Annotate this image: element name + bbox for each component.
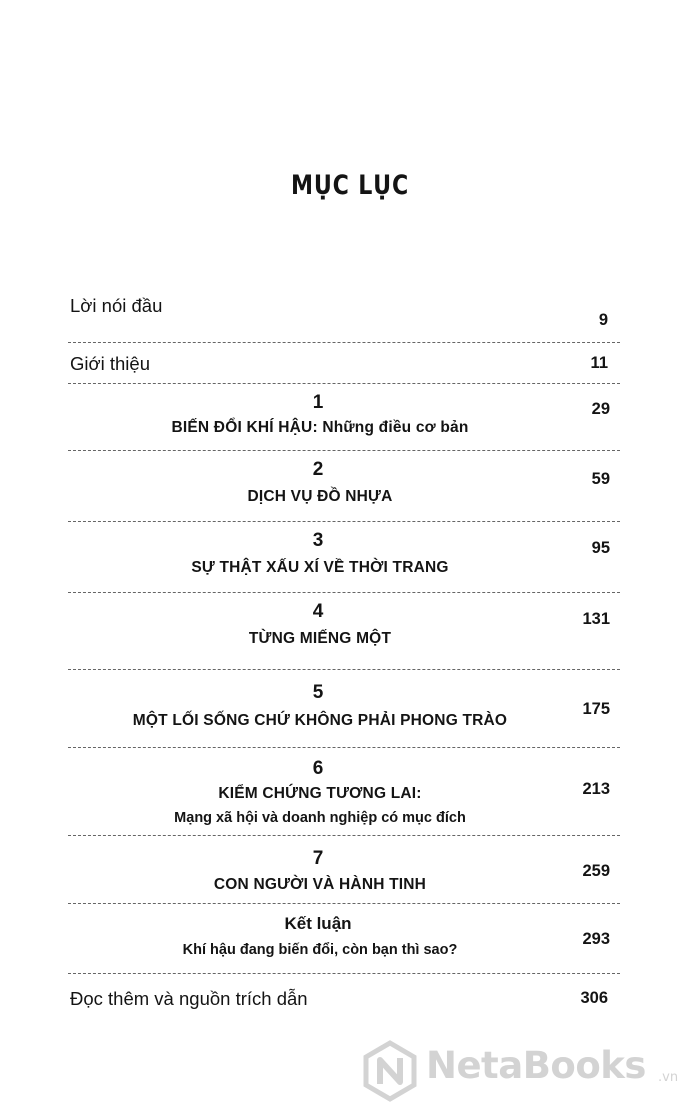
entry-page-number: 259 (582, 862, 610, 880)
chapter-number: 5 (312, 682, 324, 703)
toc-entry-introduction[interactable] (68, 343, 620, 384)
page-title: MỤC LỤC (290, 170, 410, 201)
entry-page-number: 213 (582, 780, 610, 798)
chapter-number: 7 (312, 848, 324, 869)
entry-page-number: 131 (582, 610, 610, 628)
chapter-subtitle: Mạng xã hội và doanh nghiệp có mục đích (174, 810, 466, 826)
entry-page-number: 29 (591, 400, 610, 418)
chapter-title: KIỂM CHỨNG TƯƠNG LAI: (218, 785, 422, 802)
entry-page-number: 95 (591, 539, 610, 557)
entry-label: Giới thiệu (70, 353, 150, 374)
chapter-number: 3 (312, 530, 324, 551)
watermark-tld: .vn (658, 1070, 679, 1085)
toc-entry-chapter-4[interactable] (68, 593, 620, 670)
toc-entry-chapter-3[interactable] (68, 522, 620, 593)
toc-entry-chapter-1[interactable] (68, 384, 620, 451)
chapter-title: MỘT LỐI SỐNG CHỨ KHÔNG PHẢI PHONG TRÀO (132, 712, 508, 729)
chapter-number: 4 (312, 601, 324, 622)
toc-entry-further-reading[interactable] (68, 974, 620, 1022)
conclusion-subtitle: Khí hậu đang biến đổi, còn bạn thì sao? (182, 942, 458, 958)
entry-page-number: 306 (580, 989, 608, 1007)
chapter-title: SỰ THẬT XẤU XÍ VỀ THỜI TRANG (191, 559, 449, 576)
chapter-title: CON NGƯỜI VÀ HÀNH TINH (213, 876, 427, 893)
chapter-number: 2 (312, 459, 324, 480)
chapter-number: 6 (312, 758, 324, 779)
chapter-title: BIẾN ĐỔI KHÍ HẬU: Những điều cơ bản (171, 419, 469, 436)
chapter-title: DỊCH VỤ ĐỒ NHỰA (247, 488, 393, 505)
toc-entry-chapter-7[interactable] (68, 836, 620, 904)
netabooks-logo-icon (362, 1040, 418, 1102)
toc-entry-chapter-6[interactable] (68, 748, 620, 836)
entry-label: Lời nói đầu (70, 295, 163, 316)
toc-entry-preface[interactable] (68, 288, 620, 343)
toc-entry-chapter-5[interactable] (68, 670, 620, 748)
entry-label: Đọc thêm và nguồn trích dẫn (70, 988, 308, 1009)
chapter-title: TỪNG MIẾNG MỘT (248, 630, 392, 647)
watermark-text: NetaBooks (426, 1044, 646, 1087)
entry-page-number: 293 (582, 930, 610, 948)
toc-entry-chapter-2[interactable] (68, 451, 620, 522)
entry-page-number: 59 (591, 470, 610, 488)
conclusion-heading: Kết luận (284, 914, 352, 933)
chapter-number: 1 (312, 392, 324, 413)
entry-page-number: 11 (590, 354, 608, 372)
entry-page-number: 9 (598, 311, 608, 329)
entry-page-number: 175 (582, 700, 610, 718)
watermark (362, 1040, 692, 1110)
toc-entry-conclusion[interactable] (68, 904, 620, 974)
toc-list (68, 288, 620, 1022)
